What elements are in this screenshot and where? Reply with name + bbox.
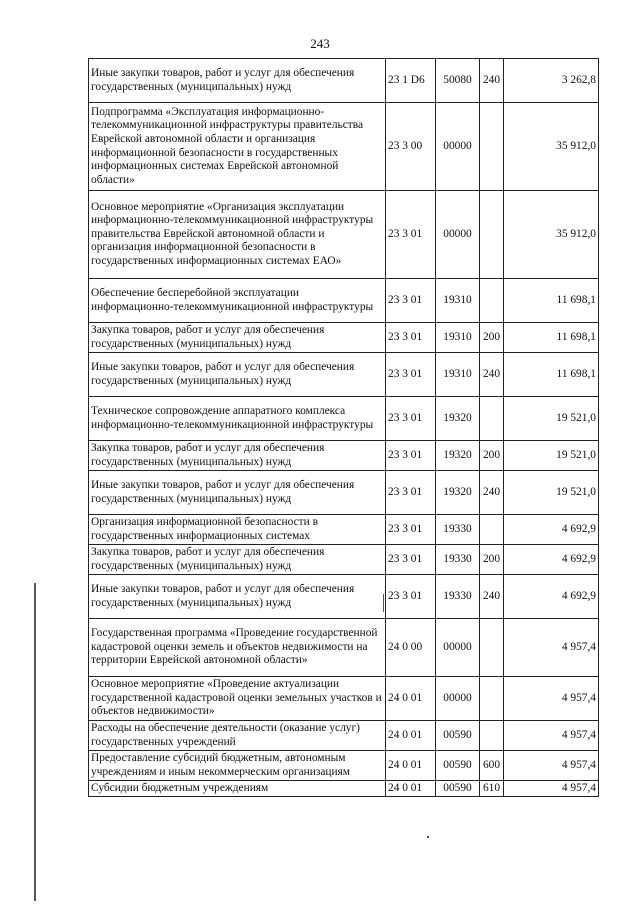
row-direction-code: 00000	[436, 103, 480, 191]
table-row	[89, 441, 599, 471]
row-direction-code: 19320	[436, 441, 480, 471]
table-row	[89, 545, 599, 575]
table-row	[89, 619, 599, 677]
table-row	[89, 191, 599, 279]
scan-artifact-short-mark	[383, 594, 384, 612]
table-row	[89, 279, 599, 323]
row-expense-kind	[480, 397, 504, 441]
row-program-code: 23 3 01	[386, 323, 436, 353]
row-expense-kind: 200	[480, 545, 504, 575]
row-amount: 4 692,9	[504, 575, 599, 619]
table-row	[89, 515, 599, 545]
row-amount: 11 698,1	[504, 323, 599, 353]
row-amount: 19 521,0	[504, 441, 599, 471]
row-program-code: 24 0 00	[386, 619, 436, 677]
row-name: Иные закупки товаров, работ и услуг для обеспечения государственных (муниципальных) нужд	[89, 575, 386, 619]
row-expense-kind	[480, 279, 504, 323]
table-row	[89, 323, 599, 353]
row-direction-code: 00000	[436, 619, 480, 677]
row-expense-kind	[480, 677, 504, 721]
row-name: Закупка товаров, работ и услуг для обеспечения государственных (муниципальных) нужд	[89, 323, 386, 353]
row-direction-code: 19330	[436, 515, 480, 545]
table-row	[89, 471, 599, 515]
row-direction-code: 19310	[436, 323, 480, 353]
table-row	[89, 575, 599, 619]
row-name: Основное мероприятие «Проведение актуализации государственной кадастровой оценки земельных участков и объектов недвижимости»	[89, 677, 386, 721]
row-direction-code: 19310	[436, 353, 480, 397]
table-row	[89, 103, 599, 191]
row-program-code: 23 3 01	[386, 515, 436, 545]
table-row	[89, 751, 599, 781]
table-row	[89, 781, 599, 797]
row-amount: 11 698,1	[504, 353, 599, 397]
row-name: Субсидии бюджетным учреждениям	[89, 781, 386, 797]
row-name: Обеспечение бесперебойной эксплуатации информационно-телекоммуникационной инфраструктуры	[89, 279, 386, 323]
row-expense-kind: 200	[480, 323, 504, 353]
scan-artifact-left-line	[34, 583, 36, 901]
row-amount: 4 957,4	[504, 619, 599, 677]
table-row	[89, 721, 599, 751]
row-name: Иные закупки товаров, работ и услуг для обеспечения государственных (муниципальных) нужд	[89, 471, 386, 515]
row-amount: 4 957,4	[504, 751, 599, 781]
row-name: Закупка товаров, работ и услуг для обеспечения государственных (муниципальных) нужд	[89, 545, 386, 575]
row-expense-kind	[480, 721, 504, 751]
row-program-code: 23 1 D6	[386, 59, 436, 103]
row-expense-kind	[480, 515, 504, 545]
row-program-code: 23 3 01	[386, 545, 436, 575]
row-expense-kind: 240	[480, 353, 504, 397]
row-amount: 3 262,8	[504, 59, 599, 103]
row-program-code: 23 3 01	[386, 191, 436, 279]
row-program-code: 23 3 01	[386, 279, 436, 323]
row-program-code: 23 3 01	[386, 471, 436, 515]
row-direction-code: 00590	[436, 751, 480, 781]
row-amount: 35 912,0	[504, 103, 599, 191]
row-expense-kind: 600	[480, 751, 504, 781]
table-row	[89, 397, 599, 441]
row-name: Иные закупки товаров, работ и услуг для обеспечения государственных (муниципальных) нужд	[89, 59, 386, 103]
row-name: Техническое сопровождение аппаратного комплекса информационно-телекоммуникационной инфраструктуры	[89, 397, 386, 441]
row-name: Основное мероприятие «Организация эксплуатации информационно-телекоммуникационной инфраструктуры правительства Еврейской автономной области и организация информационной безопасности в государственных информационных системах ЕАО»	[89, 191, 386, 279]
row-expense-kind: 200	[480, 441, 504, 471]
row-name: Организация информационной безопасности в государственных информационных системах	[89, 515, 386, 545]
row-expense-kind: 610	[480, 781, 504, 797]
row-amount: 35 912,0	[504, 191, 599, 279]
row-name: Расходы на обеспечение деятельности (оказание услуг) государственных учреждений	[89, 721, 386, 751]
row-amount: 4 957,4	[504, 781, 599, 797]
row-program-code: 24 0 01	[386, 721, 436, 751]
row-expense-kind: 240	[480, 471, 504, 515]
row-direction-code: 00000	[436, 677, 480, 721]
row-program-code: 24 0 01	[386, 781, 436, 797]
row-amount: 19 521,0	[504, 397, 599, 441]
row-program-code: 23 3 01	[386, 441, 436, 471]
row-direction-code: 19310	[436, 279, 480, 323]
row-program-code: 23 3 01	[386, 575, 436, 619]
row-program-code: 24 0 01	[386, 751, 436, 781]
row-expense-kind: 240	[480, 59, 504, 103]
table-row	[89, 59, 599, 103]
row-amount: 11 698,1	[504, 279, 599, 323]
row-amount: 4 692,9	[504, 545, 599, 575]
table-row	[89, 353, 599, 397]
scan-artifact-dot	[427, 836, 429, 838]
row-direction-code: 19330	[436, 545, 480, 575]
row-amount: 4 957,4	[504, 677, 599, 721]
row-expense-kind	[480, 103, 504, 191]
row-program-code: 23 3 01	[386, 353, 436, 397]
row-amount: 4 692,9	[504, 515, 599, 545]
row-name: Закупка товаров, работ и услуг для обеспечения государственных (муниципальных) нужд	[89, 441, 386, 471]
row-direction-code: 00590	[436, 721, 480, 751]
row-name: Предоставление субсидий бюджетным, автономным учреждениям и иным некоммерческим организациям	[89, 751, 386, 781]
row-name: Иные закупки товаров, работ и услуг для обеспечения государственных (муниципальных) нужд	[89, 353, 386, 397]
row-direction-code: 19330	[436, 575, 480, 619]
row-program-code: 23 3 01	[386, 397, 436, 441]
row-name: Государственная программа «Проведение государственной кадастровой оценки земель и объектов недвижимости на территории Еврейской автономной области»	[89, 619, 386, 677]
row-amount: 19 521,0	[504, 471, 599, 515]
row-direction-code: 50080	[436, 59, 480, 103]
row-program-code: 24 0 01	[386, 677, 436, 721]
row-expense-kind	[480, 619, 504, 677]
row-program-code: 23 3 00	[386, 103, 436, 191]
row-name: Подпрограмма «Эксплуатация информационно-телекоммуникационной инфраструктуры правительства Еврейской автономной области и организация информационной безопасности в государственных информационных системах Еврейской автономной области»	[89, 103, 386, 191]
row-expense-kind	[480, 191, 504, 279]
row-amount: 4 957,4	[504, 721, 599, 751]
budget-table	[88, 58, 599, 797]
row-direction-code: 00000	[436, 191, 480, 279]
page-number: 243	[310, 36, 330, 51]
row-expense-kind: 240	[480, 575, 504, 619]
table-row	[89, 677, 599, 721]
row-direction-code: 00590	[436, 781, 480, 797]
row-direction-code: 19320	[436, 471, 480, 515]
row-direction-code: 19320	[436, 397, 480, 441]
